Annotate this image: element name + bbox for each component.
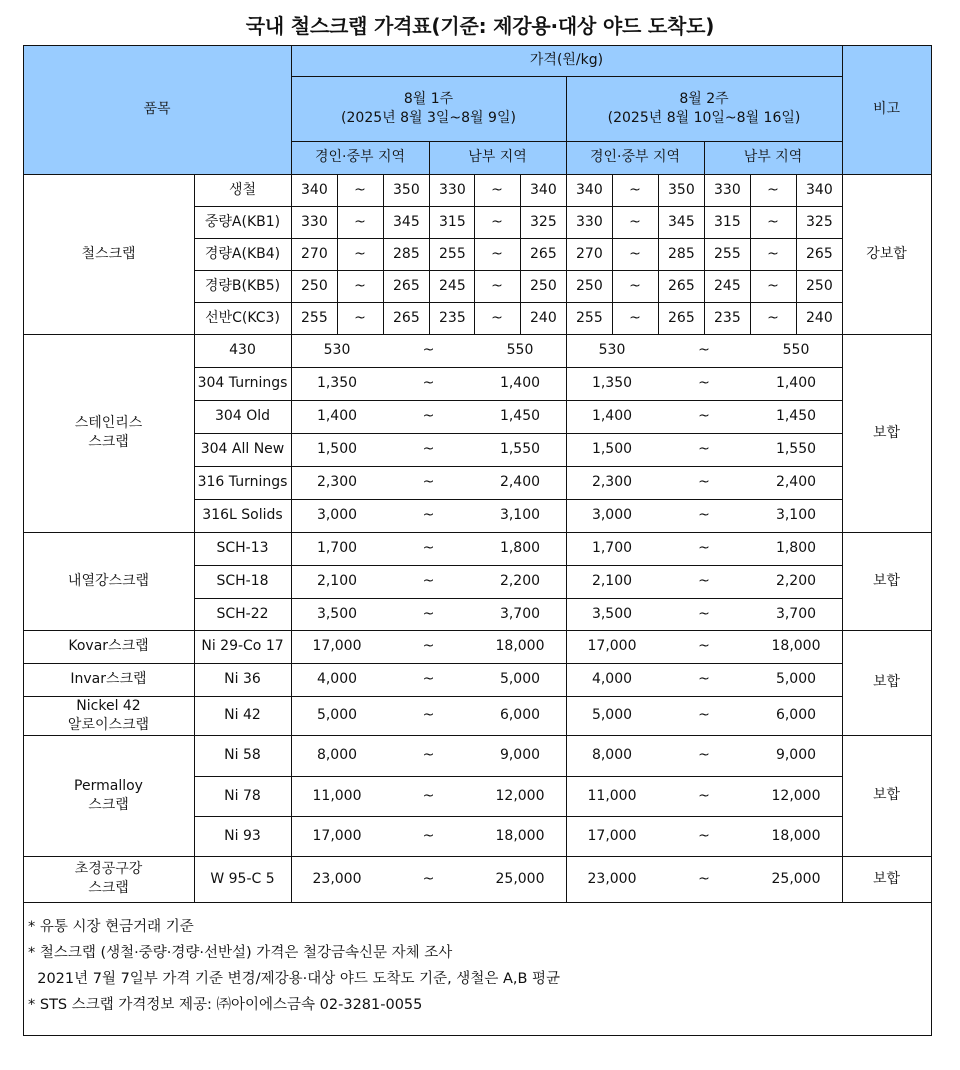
grade-label: Ni 58 xyxy=(224,747,261,763)
range-tilde: ~ xyxy=(422,474,435,490)
grade-label: SCH-22 xyxy=(216,605,269,622)
price-cell: 325 xyxy=(530,213,557,230)
group-divider xyxy=(23,532,843,533)
table-title: 국내 철스크랩 가격표(기준: 제강용·대상 야드 도착도) xyxy=(245,14,715,38)
group-name: 스테인리스 스크랩 xyxy=(74,415,143,450)
header-region-central: 경인·중부 지역 xyxy=(566,141,704,174)
group-name: Kovar스크랩 xyxy=(68,638,149,654)
price-cell: 250 xyxy=(530,277,557,294)
price-cell: 5,000 xyxy=(499,671,541,687)
range-tilde: ~ xyxy=(491,181,503,198)
price-cell: 12,000 xyxy=(771,787,821,804)
price-cell: 340 xyxy=(301,181,328,198)
price-cell: 330 xyxy=(714,181,741,198)
range-tilde: ~ xyxy=(698,605,710,622)
header-remark: 비고 xyxy=(842,45,931,174)
price-cell: 1,800 xyxy=(775,540,817,556)
price-cell: 250 xyxy=(576,277,603,294)
grade-label: W 95-C 5 xyxy=(210,870,275,887)
price-cell: 3,500 xyxy=(316,605,358,622)
grade-label: 중량A(KB1) xyxy=(204,213,281,230)
price-cell: 325 xyxy=(806,213,833,230)
group-divider xyxy=(23,696,843,697)
group-name: 내열강스크랩 xyxy=(67,572,150,589)
price-cell: 265 xyxy=(393,277,420,294)
range-tilde: ~ xyxy=(767,181,779,198)
price-cell: 245 xyxy=(439,277,466,294)
group-name: 철스크랩 xyxy=(81,245,136,262)
price-cell: 2,200 xyxy=(499,573,541,589)
range-tilde: ~ xyxy=(629,309,641,326)
price-cell: 1,400 xyxy=(316,408,358,424)
group-remark: 보합 xyxy=(872,572,901,589)
header-divider xyxy=(429,141,430,175)
col-divider xyxy=(658,174,659,335)
price-cell: 4,000 xyxy=(316,671,358,687)
price-cell: 18,000 xyxy=(495,827,545,844)
col-divider xyxy=(566,663,567,697)
price-cell: 1,700 xyxy=(591,540,633,556)
notes-section xyxy=(28,914,560,1018)
price-cell: 265 xyxy=(668,277,695,294)
price-cell: 3,500 xyxy=(591,605,633,622)
price-cell: 330 xyxy=(301,213,328,230)
col-divider xyxy=(520,174,521,335)
grade-label: 경량A(KB4) xyxy=(204,245,281,262)
price-cell: 2,100 xyxy=(316,573,358,589)
price-cell: 245 xyxy=(714,277,741,294)
price-cell: 5,000 xyxy=(591,707,633,723)
grade-label: 경량B(KB5) xyxy=(204,277,281,294)
col-divider xyxy=(750,174,751,335)
price-cell: 255 xyxy=(301,309,328,326)
price-cell: 3,100 xyxy=(775,507,817,523)
group-remark: 보합 xyxy=(872,424,901,441)
group-divider xyxy=(23,735,843,736)
range-tilde: ~ xyxy=(354,277,366,294)
col-divider xyxy=(566,856,567,903)
price-cell: 1,550 xyxy=(499,441,541,457)
group-name: Nickel 42 알로이스크랩 xyxy=(67,697,150,733)
price-cell: 6,000 xyxy=(499,707,541,723)
price-cell: 340 xyxy=(530,181,557,198)
price-cell: 17,000 xyxy=(587,638,637,654)
price-cell: 270 xyxy=(576,245,603,262)
range-tilde: ~ xyxy=(767,277,779,294)
col-divider xyxy=(842,45,843,903)
header-item: 품목 xyxy=(23,45,291,174)
header-region-central: 경인·중부 지역 xyxy=(291,141,429,174)
group-divider xyxy=(23,334,843,335)
price-cell: 25,000 xyxy=(495,870,545,887)
col-divider xyxy=(429,174,430,335)
range-tilde: ~ xyxy=(629,277,641,294)
price-cell: 1,400 xyxy=(499,375,541,391)
note-line: * STS 스크랩 가격정보 제공: ㈜아이에스금속 02-3281-0055 xyxy=(28,997,423,1013)
price-cell: 3,700 xyxy=(775,605,817,622)
grade-label: SCH-18 xyxy=(216,573,269,589)
range-tilde: ~ xyxy=(698,408,710,424)
price-cell: 255 xyxy=(714,245,741,262)
grade-label: Ni 78 xyxy=(224,787,261,804)
col-divider xyxy=(566,630,567,664)
range-tilde: ~ xyxy=(354,309,366,326)
price-cell: 550 xyxy=(782,342,810,358)
range-tilde: ~ xyxy=(422,605,435,622)
price-cell: 1,400 xyxy=(775,375,817,391)
header-divider xyxy=(291,141,843,142)
grade-label: Ni 29-Co 17 xyxy=(201,638,284,654)
col-divider xyxy=(612,174,613,335)
range-tilde: ~ xyxy=(491,309,503,326)
group-remark: 보합 xyxy=(872,674,901,690)
price-cell: 1,500 xyxy=(316,441,358,457)
remark-divider xyxy=(842,856,932,857)
price-cell: 265 xyxy=(668,309,695,326)
price-cell: 2,400 xyxy=(775,474,817,490)
range-tilde: ~ xyxy=(422,671,435,687)
price-cell: 3,700 xyxy=(499,605,541,622)
range-tilde: ~ xyxy=(422,375,435,391)
range-tilde: ~ xyxy=(698,638,710,654)
grade-label: 선반C(KC3) xyxy=(205,309,280,326)
group-remark: 보합 xyxy=(872,787,901,803)
grade-label: 316L Solids xyxy=(202,507,283,523)
grade-label: 430 xyxy=(229,342,256,358)
grade-label: Ni 93 xyxy=(224,827,261,844)
price-cell: 1,800 xyxy=(499,540,541,556)
price-cell: 350 xyxy=(393,181,420,198)
range-tilde: ~ xyxy=(422,827,435,844)
price-cell: 17,000 xyxy=(312,638,362,654)
range-tilde: ~ xyxy=(698,540,710,556)
range-tilde: ~ xyxy=(698,441,710,457)
range-tilde: ~ xyxy=(698,747,710,763)
header-week1: 8월 1주 (2025년 8월 3일~8월 9일) xyxy=(291,76,566,141)
range-tilde: ~ xyxy=(422,638,435,654)
price-cell: 17,000 xyxy=(587,827,637,844)
price-cell: 340 xyxy=(806,181,833,198)
range-tilde: ~ xyxy=(698,573,710,589)
price-cell: 1,700 xyxy=(316,540,358,556)
range-tilde: ~ xyxy=(698,827,710,844)
group-divider xyxy=(23,630,843,631)
header-divider xyxy=(566,76,567,175)
grade-label: 304 All New xyxy=(200,441,285,457)
range-tilde: ~ xyxy=(422,707,435,723)
price-cell: 2,200 xyxy=(775,573,817,589)
range-tilde: ~ xyxy=(629,181,641,198)
price-cell: 1,500 xyxy=(591,441,633,457)
price-cell: 1,550 xyxy=(775,441,817,457)
table-border xyxy=(23,45,932,46)
price-cell: 9,000 xyxy=(499,747,541,763)
grade-label: 316 Turnings xyxy=(197,474,288,490)
price-cell: 9,000 xyxy=(775,747,817,763)
col-divider xyxy=(796,174,797,335)
table-border xyxy=(23,902,932,903)
price-cell: 8,000 xyxy=(591,747,633,763)
grade-label: Ni 42 xyxy=(224,707,261,723)
range-tilde: ~ xyxy=(491,277,503,294)
price-cell: 330 xyxy=(576,213,603,230)
price-cell: 6,000 xyxy=(775,707,817,723)
price-cell: 235 xyxy=(439,309,466,326)
price-cell: 265 xyxy=(530,245,557,262)
price-cell: 3,000 xyxy=(316,507,358,523)
price-cell: 240 xyxy=(806,309,833,326)
price-cell: 530 xyxy=(598,342,626,358)
table-border xyxy=(931,45,932,1036)
col-divider xyxy=(566,735,567,857)
grade-label: SCH-13 xyxy=(216,540,269,556)
header-divider xyxy=(291,76,843,77)
range-tilde: ~ xyxy=(698,342,710,358)
price-cell: 1,350 xyxy=(316,375,358,391)
col-divider xyxy=(704,174,705,335)
col-divider xyxy=(383,174,384,335)
price-cell: 285 xyxy=(668,245,695,262)
range-tilde: ~ xyxy=(422,747,435,763)
col-divider xyxy=(566,696,567,736)
price-cell: 18,000 xyxy=(771,638,821,654)
header-week2: 8월 2주 (2025년 8월 10일~8월 16일) xyxy=(566,76,842,141)
price-cell: 285 xyxy=(393,245,420,262)
price-cell: 18,000 xyxy=(495,638,545,654)
price-cell: 2,400 xyxy=(499,474,541,490)
col-divider xyxy=(194,174,195,903)
col-divider xyxy=(337,174,338,335)
range-tilde: ~ xyxy=(422,342,435,358)
grade-label: 생철 xyxy=(228,181,257,198)
price-cell: 2,100 xyxy=(591,573,633,589)
range-tilde: ~ xyxy=(422,540,435,556)
range-tilde: ~ xyxy=(698,787,710,804)
price-cell: 25,000 xyxy=(771,870,821,887)
grade-label: Ni 36 xyxy=(224,671,261,687)
price-cell: 3,100 xyxy=(499,507,541,523)
group-divider xyxy=(23,856,843,857)
header-region-south: 남부 지역 xyxy=(429,141,566,174)
price-cell: 350 xyxy=(668,181,695,198)
range-tilde: ~ xyxy=(698,474,710,490)
col-divider xyxy=(566,334,567,533)
range-tilde: ~ xyxy=(491,213,503,230)
range-tilde: ~ xyxy=(698,870,710,887)
group-divider xyxy=(23,663,843,664)
price-cell: 4,000 xyxy=(591,671,633,687)
price-cell: 1,450 xyxy=(499,408,541,424)
range-tilde: ~ xyxy=(422,573,435,589)
col-divider xyxy=(566,532,567,631)
price-cell: 255 xyxy=(576,309,603,326)
price-cell: 265 xyxy=(806,245,833,262)
group-remark: 강보합 xyxy=(866,245,907,262)
range-tilde: ~ xyxy=(629,213,641,230)
range-tilde: ~ xyxy=(698,507,710,523)
price-cell: 18,000 xyxy=(771,827,821,844)
range-tilde: ~ xyxy=(698,671,710,687)
range-tilde: ~ xyxy=(767,309,779,326)
price-cell: 11,000 xyxy=(312,787,362,804)
price-cell: 2,300 xyxy=(316,474,358,490)
price-cell: 330 xyxy=(439,181,466,198)
price-cell: 250 xyxy=(806,277,833,294)
price-cell: 23,000 xyxy=(587,870,637,887)
price-cell: 23,000 xyxy=(312,870,362,887)
price-cell: 2,300 xyxy=(591,474,633,490)
price-cell: 345 xyxy=(393,213,420,230)
group-remark: 보합 xyxy=(872,870,901,887)
price-cell: 8,000 xyxy=(316,747,358,763)
price-cell: 530 xyxy=(323,342,351,358)
range-tilde: ~ xyxy=(422,408,435,424)
range-tilde: ~ xyxy=(698,707,710,723)
grade-label: 304 Turnings xyxy=(197,375,288,391)
price-cell: 315 xyxy=(714,213,741,230)
range-tilde: ~ xyxy=(698,375,710,391)
price-cell: 265 xyxy=(393,309,420,326)
price-cell: 250 xyxy=(301,277,328,294)
remark-divider xyxy=(842,630,932,631)
range-tilde: ~ xyxy=(629,245,641,262)
remark-divider xyxy=(842,334,932,335)
price-cell: 5,000 xyxy=(775,671,817,687)
group-name: Invar스크랩 xyxy=(70,671,147,687)
range-tilde: ~ xyxy=(354,181,366,198)
range-tilde: ~ xyxy=(354,213,366,230)
range-tilde: ~ xyxy=(767,245,779,262)
remark-divider xyxy=(842,735,932,736)
range-tilde: ~ xyxy=(422,441,435,457)
price-cell: 12,000 xyxy=(495,787,545,804)
price-cell: 270 xyxy=(301,245,328,262)
price-cell: 3,000 xyxy=(591,507,633,523)
grade-label: 304 Old xyxy=(215,408,270,424)
note-line: 2021년 7월 7일부 가격 기준 변경/제강용·대상 야드 도착도 기준, 생철은 A,B 평균 xyxy=(28,971,561,987)
price-cell: 1,350 xyxy=(591,375,633,391)
range-tilde: ~ xyxy=(767,213,779,230)
col-divider xyxy=(566,174,567,335)
price-cell: 235 xyxy=(714,309,741,326)
price-cell: 5,000 xyxy=(316,707,358,723)
col-divider xyxy=(291,45,292,903)
price-cell: 1,400 xyxy=(591,408,633,424)
range-tilde: ~ xyxy=(422,787,435,804)
header-price: 가격(원/kg) xyxy=(291,45,842,76)
range-tilde: ~ xyxy=(491,245,503,262)
note-line: * 철스크랩 (생철·중량·경량·선반설) 가격은 철강금속신문 자체 조사 xyxy=(28,945,453,961)
price-cell: 315 xyxy=(439,213,466,230)
range-tilde: ~ xyxy=(422,507,435,523)
range-tilde: ~ xyxy=(422,870,435,887)
price-cell: 11,000 xyxy=(587,787,637,804)
remark-divider xyxy=(842,532,932,533)
group-name: Permalloy 스크랩 xyxy=(74,777,143,813)
price-cell: 255 xyxy=(439,245,466,262)
note-line: * 유통 시장 현금거래 기준 xyxy=(28,919,194,935)
header-divider xyxy=(23,174,932,175)
range-tilde: ~ xyxy=(354,245,366,262)
price-cell: 340 xyxy=(576,181,603,198)
col-divider xyxy=(474,174,475,335)
header-divider xyxy=(704,141,705,175)
price-cell: 550 xyxy=(506,342,534,358)
group-name: 초경공구강 스크랩 xyxy=(74,861,143,896)
price-cell: 345 xyxy=(668,213,695,230)
price-cell: 240 xyxy=(530,309,557,326)
table-border xyxy=(23,1035,932,1036)
price-cell: 1,450 xyxy=(775,408,817,424)
table-border xyxy=(23,45,24,1036)
price-cell: 17,000 xyxy=(312,827,362,844)
header-region-south: 남부 지역 xyxy=(704,141,842,174)
